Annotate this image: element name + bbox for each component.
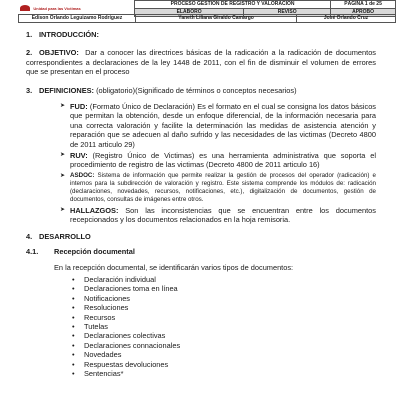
definition-fud: ➤ FUD: (Formato Único de Declaración) Es el formato en el cual se consigna los datos básicos que permitan la obtención, desde un enfoque diferencial, de la información necesaria para una correcta valoración y facilite la determinación las medidas de asistencia atención y reparación que se adecuen al daño sufrido y las necesidades de las victimas (Decreto 4800 de 2011 articulo 29): [60, 102, 377, 149]
process-title: PROCESO GESTIÓN DE REGISTRO Y VALORACIÓN: [135, 1, 331, 9]
header-role-aprobo: APROBÓ: [331, 9, 396, 17]
list-item: • Declaración individual: [84, 275, 376, 284]
list-item: • Declaraciones toma en línea: [84, 284, 376, 293]
logo-icon: [20, 5, 30, 11]
section-desarrollo: 4. DESARROLLO: [26, 231, 91, 241]
logo-text: Unidad para las Víctimas: [33, 5, 81, 11]
list-item: • Resoluciones: [84, 303, 376, 312]
section-definiciones: 3. DEFINICIONES: (obligatorio)(Significado de términos o conceptos necesarios): [26, 85, 297, 95]
bullet-icon: ➤: [60, 152, 66, 159]
list-item: • Novedades: [84, 350, 376, 359]
header-role-elaboro: ELABORÓ: [135, 9, 244, 17]
name-aprobo: José Orlando Cruz: [297, 15, 396, 23]
bullet-icon: ➤: [60, 206, 66, 213]
list-item: • Recursos: [84, 313, 376, 322]
definition-ruv: ➤ RUV: (Registro Único de Victimas) es una herramienta administrativa que soporta el procedimiento de registro de las victimas (Decreto 4800 de 2011 articulo 16): [60, 151, 376, 170]
document-signatures-row: [18, 14, 396, 23]
subsection-recepcion: 4.1. Recepción documental: [26, 247, 135, 257]
section-objetivo: 2. OBJETIVO: Dar a conocer las directrices básicas de la radicación a la radicación de documentos correspondientes a declaraciones de la ley 1448 de 2011, con el fin de disminuir el volumen de errores que se presentan en el proceso: [26, 48, 376, 77]
section-introduccion: 1. INTRODUCCIÓN:: [26, 30, 99, 39]
list-item: • Declaraciones connacionales: [84, 341, 376, 350]
name-elaboro: Edison Orlando Leguizamo Rodríguez: [19, 15, 136, 23]
bullet-icon: ➤: [60, 172, 66, 179]
list-item: • Respuestas devoluciones: [84, 360, 376, 369]
definition-asdoc: ➤ ASDOC: Sistema de información que permite realizar la gestión de procesos del operador (radicación) e internos para la subdirección de valoración y registro. Este sistema comprende los módulos de: radicación (declaraciones, novedades, recursos, notificaciones, etc.), digitalización de documentos, gestión de documentos, consultas de imágenes entre otros.: [60, 171, 376, 203]
list-item: • Notificaciones: [84, 294, 376, 303]
definition-hallazgos: ➤ HALLAZGOS: Son las inconsistencias que se encuentran entre los documentos recepcionados y los documentos relacionados en la hoja remisoria.: [60, 205, 376, 225]
page-indicator: PÁGINA 1 de 25: [331, 1, 396, 9]
document-body: [26, 30, 376, 378]
bullet-icon: ➤: [60, 103, 66, 110]
name-reviso: Yaneth Liliana Giraldo Camargo: [136, 15, 297, 23]
list-item: • Sentencias*: [84, 369, 376, 378]
header-role-reviso: REVISÓ: [244, 9, 331, 17]
document-type-list: [26, 275, 376, 378]
recepcion-intro: En la recepción documental, se identificarán varios tipos de documentos:: [54, 262, 294, 272]
list-item: • Declaraciones colectivas: [84, 331, 376, 340]
list-item: • Tutelas: [84, 322, 376, 331]
